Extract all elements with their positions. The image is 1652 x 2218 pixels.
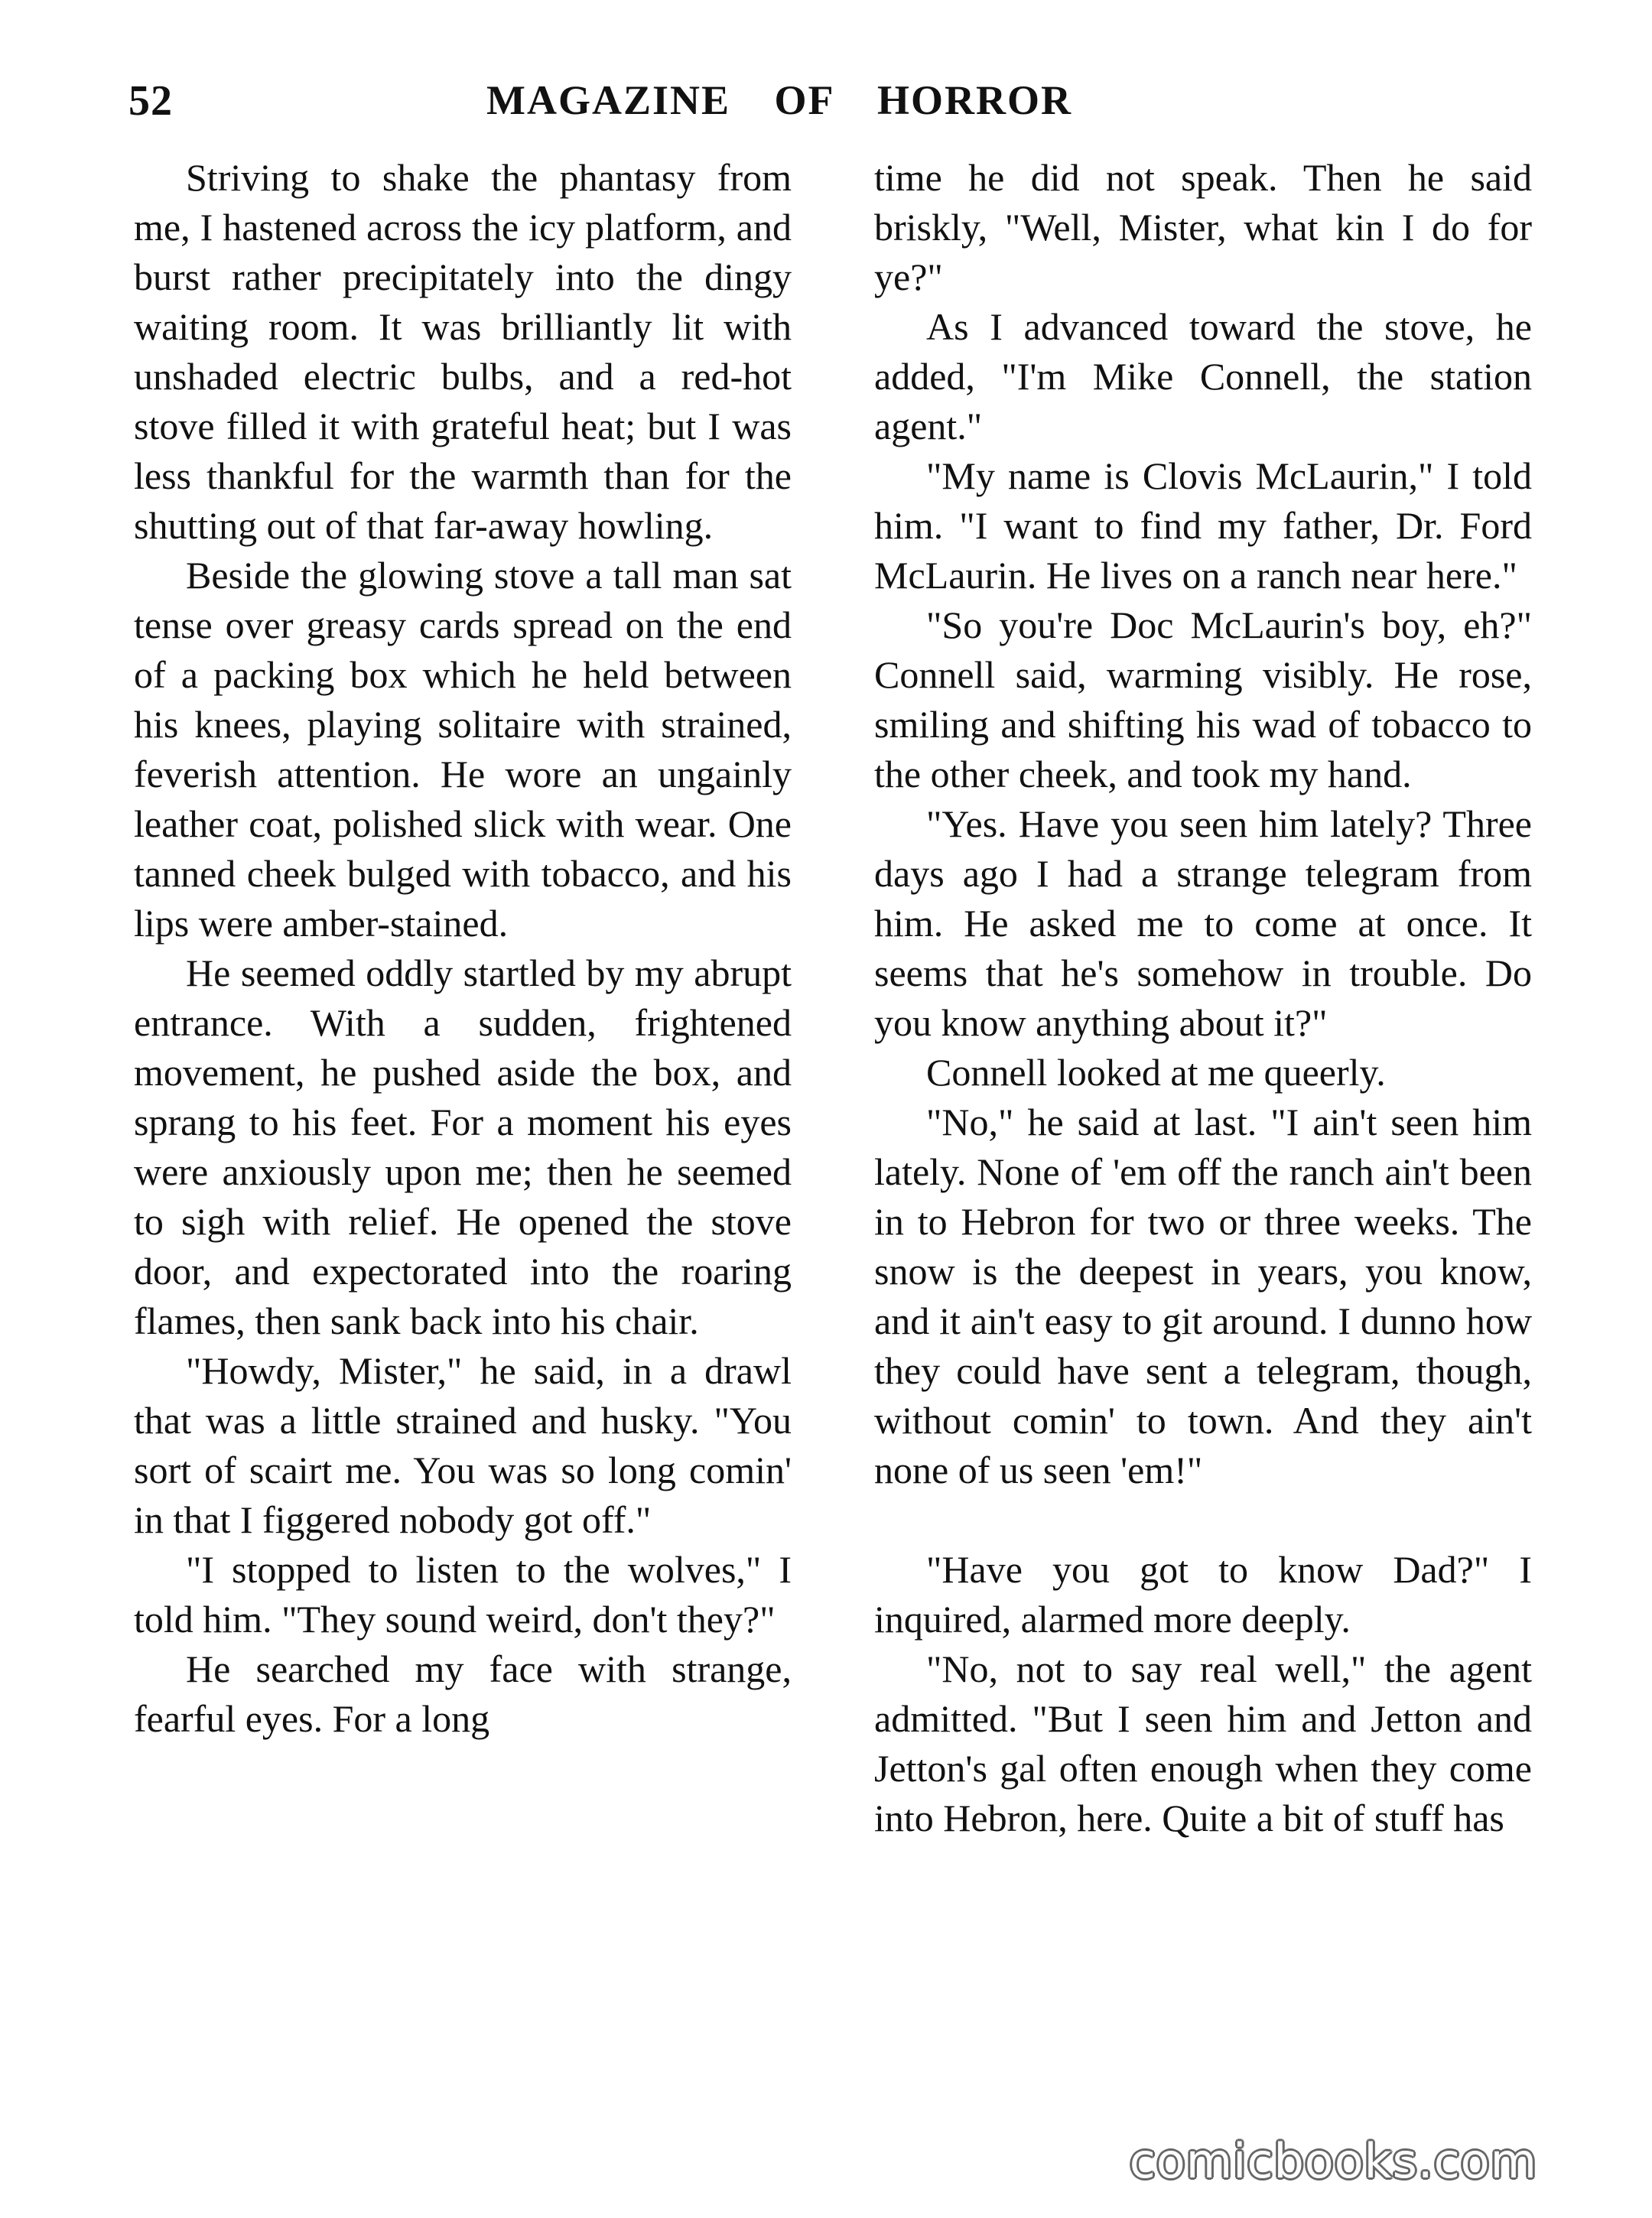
paragraph: Beside the glowing stove a tall man sat tense over greasy cards spread on the end of a packing box which he held between his knees, playing solitaire with strained, feverish attention. He wore an ungainly leather coat, polished slick with wear. One tanned cheek bulged with tobacco, and his lips were amber-stained.: [134, 554, 792, 945]
paragraph: Striving to shake the phantasy from me, I hastened across the icy platform, and burst rather precipitately into the dingy waiting room. It was brilliantly lit with unshaded electric bulbs, and a red-hot stove filled it with grateful heat; but I was less thankful for the warmth than for the shutting out of that far-away howling.: [134, 156, 792, 547]
paragraph: Connell looked at me queerly.: [926, 1051, 1386, 1094]
page-header: [0, 76, 1652, 138]
right-column: [874, 153, 1532, 1843]
paragraph: He seemed oddly startled by my abrupt entrance. With a sudden, frightened movement, he pushed aside the box, and sprang to his feet. For a moment his eyes were anxiously upon me; then he seemed to sigh with relief. He opened the stove door, and expectorated into the roaring flames, then sank back into his chair.: [134, 951, 792, 1342]
paragraph: "No," he said at last. "I ain't seen him lately. None of 'em off the ranch ain't been in to Hebron for two or three weeks. The snow is the deepest in years, you know, and it ain't easy to git around. I dunno how they could have sent a telegram, though, without comin' to town. And they ain't none of us seen 'em!": [874, 1101, 1532, 1491]
paragraph: "No, not to say real well," the agent admitted. "But I seen him and Jetton and Jetton's gal often enough when they come into Hebron, here. Quite a bit of stuff has: [874, 1647, 1532, 1839]
running-title: MAGAZINE OF HORROR: [486, 77, 1072, 123]
page-number: 52: [128, 77, 173, 125]
paragraph: "I stopped to listen to the wolves," I told him. "They sound weird, don't they?": [134, 1548, 792, 1641]
paragraph: "Yes. Have you seen him lately? Three days ago I had a strange telegram from him. He asked me to come at once. It seems that he's somehow in trouble. Do you know anything about it?": [874, 802, 1532, 1044]
watermark: comicbooks.com: [1129, 2133, 1537, 2189]
paragraph: "Have you got to know Dad?" I inquired, alarmed more deeply.: [874, 1548, 1532, 1641]
paragraph: "Howdy, Mister," he said, in a drawl that was a little strained and husky. "You sort of scairt me. You was so long comin' in that I figgered nobody got off.": [134, 1349, 792, 1541]
paragraph: As I advanced toward the stove, he added, "I'm Mike Connell, the station agent.": [874, 305, 1532, 447]
paragraph: He searched my face with strange, fearful eyes. For a long: [134, 1647, 792, 1740]
paragraph: "My name is Clovis McLaurin," I told him. "I want to find my father, Dr. Ford McLaurin. He lives on a ranch near here.": [874, 454, 1532, 597]
section-break: [874, 1495, 1532, 1545]
left-column: [134, 153, 792, 1744]
paragraph: "So you're Doc McLaurin's boy, eh?" Connell said, warming visibly. He rose, smiling and shifting his wad of tobacco to the other cheek, and took my hand.: [874, 603, 1532, 795]
paragraph-continuation: time he did not speak. Then he said briskly, "Well, Mister, what kin I do for ye?": [874, 156, 1532, 298]
